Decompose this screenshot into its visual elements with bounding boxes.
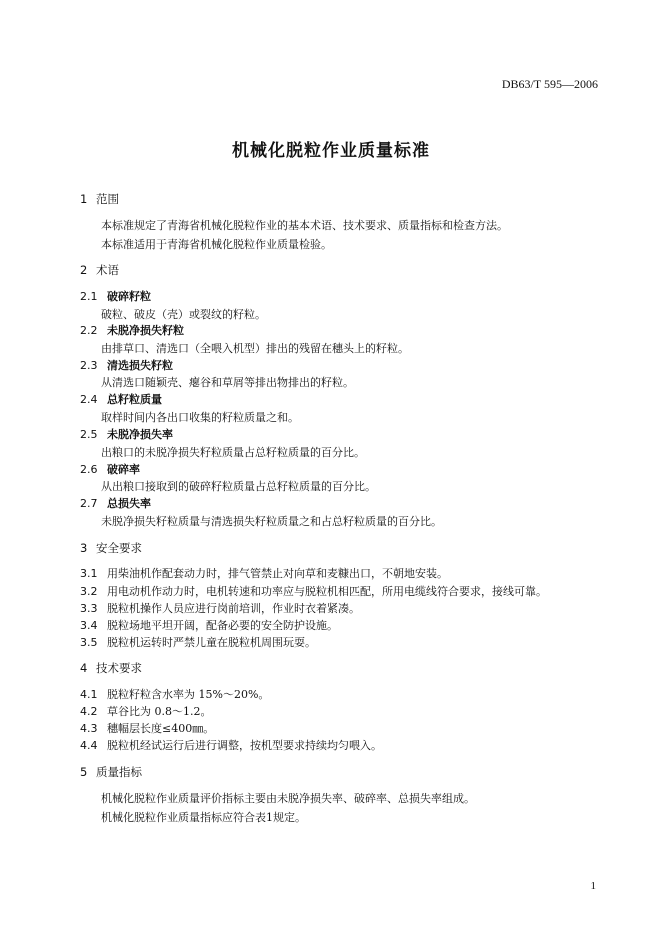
requirement-3-2: 3.2 用电动机作动力时，电机转速和功率应与脱粒机相匹配，所用电缆线符合要求，接线可靠。: [80, 585, 547, 598]
section-4-heading: 4 技术要求: [80, 661, 142, 675]
requirement-4-2: 4.2 草谷比为 0.8～1.2。: [80, 705, 212, 718]
section-2-heading: 2 术语: [80, 263, 119, 277]
requirement-4-3: 4.3 穗幅层长度≤400㎜。: [80, 722, 215, 735]
requirement-3-3: 3.3 脱粒机操作人员应进行岗前培训，作业时衣着紧凑。: [80, 602, 360, 615]
requirement-3-5: 3.5 脱粒机运转时严禁儿童在脱粒机周围玩耍。: [80, 636, 316, 649]
requirement-3-1: 3.1 用柴油机作配套动力时，排气管禁止对向草和麦糠出口，不朝地安装。: [80, 567, 448, 580]
term-2-2-definition: 由排草口、清选口（全喂入机型）排出的残留在穗头上的籽粒。: [101, 342, 409, 355]
term-2-1-definition: 破粒、破皮（壳）或裂纹的籽粒。: [101, 308, 266, 321]
term-2-2-heading: 2.2 未脱净损失籽粒: [80, 324, 184, 337]
document-title: 机械化脱粒作业质量标准: [232, 141, 430, 161]
requirement-4-4: 4.4 脱粒机经试运行后进行调整，按机型要求持续均匀喂入。: [80, 739, 382, 752]
term-2-1-heading: 2.1 破碎籽粒: [80, 290, 151, 303]
section-1-paragraph-2: 本标准适用于青海省机械化脱粒作业质量检验。: [101, 238, 332, 251]
term-2-5-definition: 出粮口的未脱净损失籽粒质量占总籽粒质量的百分比。: [101, 446, 365, 459]
term-2-4-definition: 取样时间内各出口收集的籽粒质量之和。: [101, 411, 299, 424]
section-1-heading: 1 范围: [80, 192, 119, 206]
term-2-7-heading: 2.7 总损失率: [80, 497, 151, 510]
section-5-paragraph-2: 机械化脱粒作业质量指标应符合表1规定。: [101, 811, 306, 824]
term-2-6-heading: 2.6 破碎率: [80, 463, 140, 476]
term-2-5-heading: 2.5 未脱净损失率: [80, 428, 173, 441]
term-2-3-heading: 2.3 清选损失籽粒: [80, 359, 173, 372]
requirement-3-4: 3.4 脱粒场地平坦开阔，配备必要的安全防护设施。: [80, 619, 338, 632]
requirement-4-1: 4.1 脱粒籽粒含水率为 15%～20%。: [80, 688, 270, 701]
section-3-heading: 3 安全要求: [80, 541, 142, 555]
page-number: 1: [590, 880, 596, 892]
term-2-7-definition: 未脱净损失籽粒质量与清选损失籽粒质量之和占总籽粒质量的百分比。: [101, 515, 442, 528]
term-2-3-definition: 从清选口随颖壳、瘪谷和草屑等排出物排出的籽粒。: [101, 376, 354, 389]
section-5-heading: 5 质量指标: [80, 765, 142, 779]
term-2-4-heading: 2.4 总籽粒质量: [80, 393, 162, 406]
term-2-6-definition: 从出粮口接取到的破碎籽粒质量占总籽粒质量的百分比。: [101, 480, 376, 493]
section-1-paragraph-1: 本标准规定了青海省机械化脱粒作业的基本术语、技术要求、质量指标和检查方法。: [101, 219, 508, 232]
section-5-paragraph-1: 机械化脱粒作业质量评价指标主要由未脱净损失率、破碎率、总损失率组成。: [101, 792, 475, 805]
standard-code: DB63/T 595—2006: [501, 77, 598, 91]
